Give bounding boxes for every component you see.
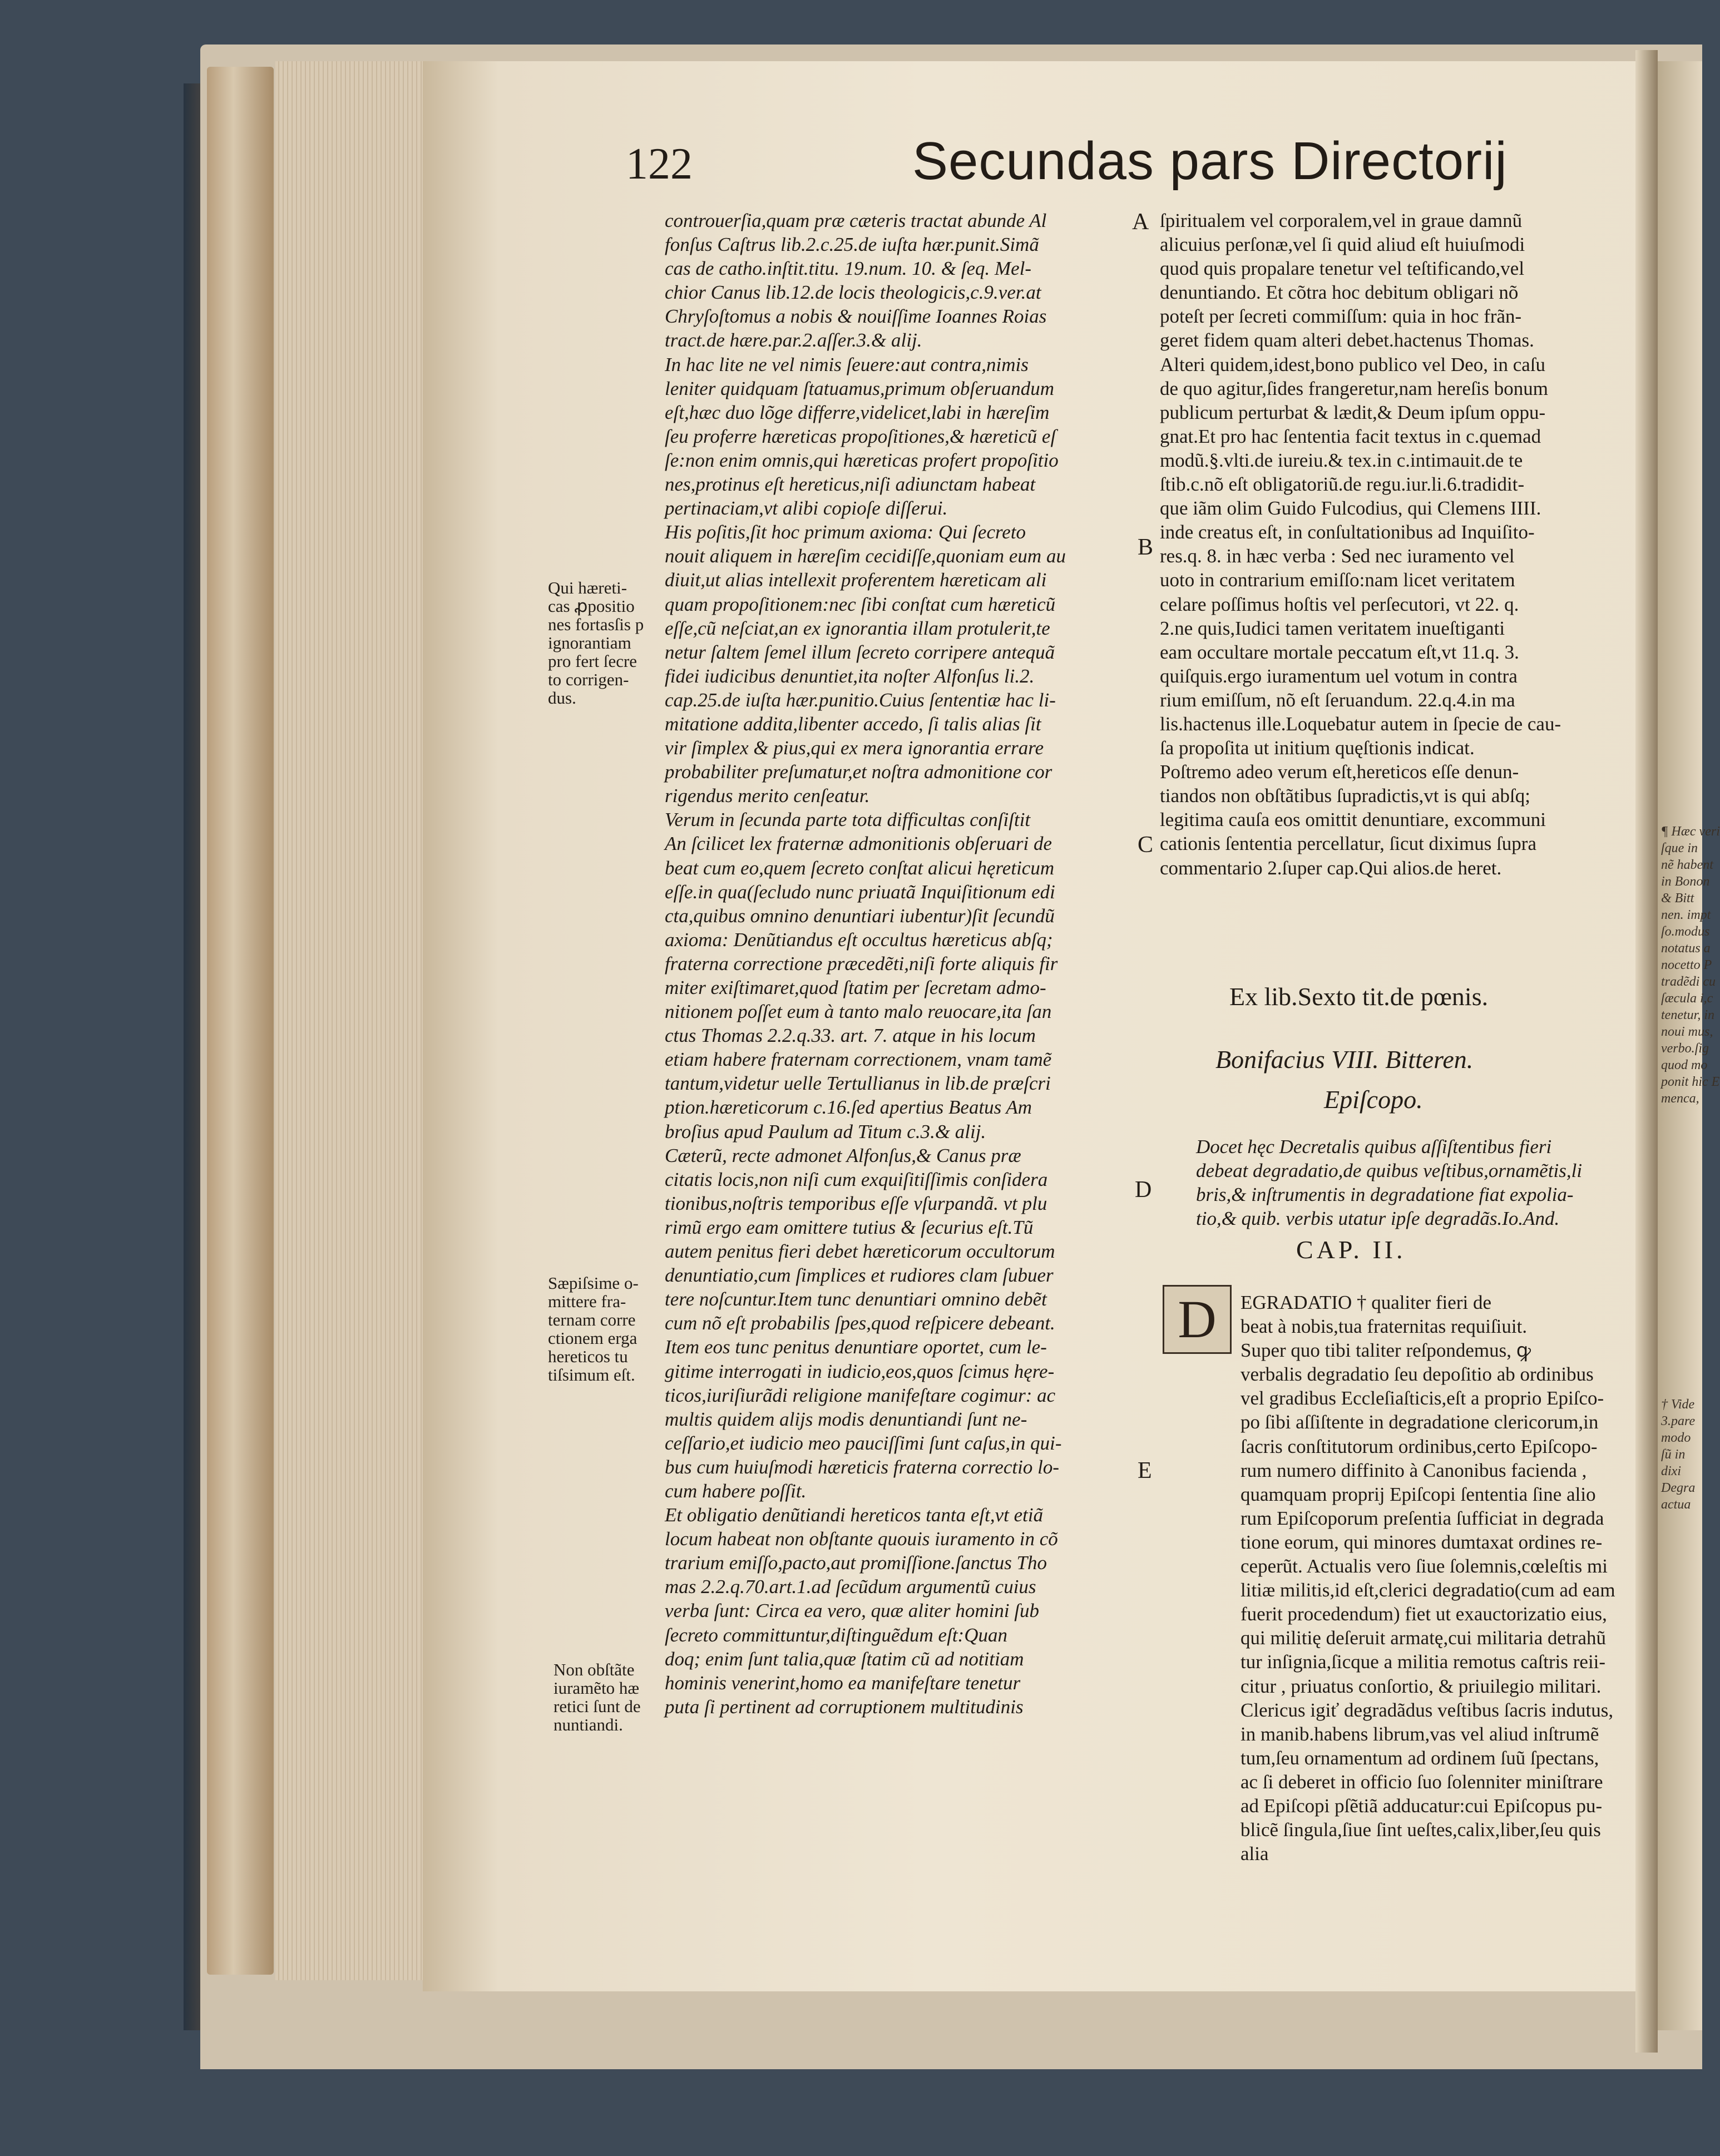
text-line: cum nõ eſt probabilis ſpes,quod reſpicere debeant. — [665, 1312, 1055, 1334]
text-line: Verum in ſecunda parte tota difficultas conſiſtit — [665, 809, 1031, 831]
text-line: gnat.Et pro hac ſententia facit textus in c.quemad — [1160, 425, 1541, 447]
text-line: que iãm olim Guido Fulcodius, qui Clemens IIII. — [1160, 497, 1541, 520]
text-line: tionibus,noſtris temporibus eſſe vſurpandã. vt plu — [665, 1192, 1047, 1214]
text-line: quam propoſitionem:nec ſibi conſtat cum hæreticũ — [665, 593, 1056, 615]
right-page-strip — [1658, 61, 1720, 2030]
text-line: netur ſaltem ſemel illum ſecreto corripere antequã — [665, 641, 1055, 663]
book-spine — [207, 67, 274, 1975]
page-edges — [275, 61, 426, 1980]
text-line: pertinaciam,vt alibi copioſe diſſerui. — [665, 497, 948, 520]
margin-note-3: Non obſtãte iuramẽto hæ retici ſunt de nuntiandi. — [553, 1660, 641, 1734]
chapter-line: tur inſignia,ſicque a militia remotus caſtris reii- — [1240, 1651, 1606, 1673]
chapter-line: citur , priuatus conſortio, & priuilegio militari. — [1240, 1675, 1602, 1697]
right-text-column — [1160, 209, 1627, 880]
text-line: fraterna correctione præcedẽti,niſi forte aliquis fir — [665, 952, 1058, 975]
text-line: cas de catho.inſtit.titu. 19.num. 10. & ſeq. Mel- — [665, 258, 1032, 280]
text-line: An ſcilicet lex fraternæ admonitionis obſeruari de — [665, 833, 1052, 855]
text-line: eſſe,cũ neſciat,an ex ignorantia illam protulerit,te — [665, 617, 1050, 639]
text-line: axioma: Denũtiandus eſt occultus hæreticus abſq; — [665, 928, 1053, 951]
text-line: modũ.§.vlti.de iureiu.& tex.in c.intimauit.de te — [1160, 449, 1523, 471]
chapter-line: rum Epiſcoporum preſentia ſufficiat in degrada — [1240, 1507, 1604, 1529]
chapter-line: verbalis degradatio ſeu depoſitio ab ordinibus — [1240, 1363, 1594, 1386]
text-line: ctus Thomas 2.2.q.33. art. 7. atque in his locum — [665, 1025, 1036, 1047]
chapter-line: EGRADATIO † qualiter fieri de — [1240, 1292, 1491, 1313]
chapter-line: tione eorum, qui minores dumtaxat ordines re- — [1240, 1531, 1603, 1553]
text-line: beat cum eo,quem ſecreto conſtat alicui hęreticum — [665, 857, 1055, 879]
margin-note-2: Sæpiſsime o- mittere fra- ternam corre ctionem erga hereticos tu tiſsimum eſt. — [548, 1273, 639, 1384]
edge-fragment: tradẽdi cu — [1661, 975, 1716, 989]
edge-fragment: tenetur, in — [1661, 1008, 1714, 1022]
chapter-line: quamquam proprij Epiſcopi ſententia ſine alio — [1240, 1483, 1596, 1505]
edge-fragment: ſque in — [1661, 841, 1698, 856]
text-line: probabiliter preſumatur,et noſtra admonitione cor — [665, 761, 1052, 783]
right-column-top — [1160, 209, 1627, 880]
text-line: Et obligatio denũtiandi hereticos tanta eſt,vt etiã — [665, 1504, 1044, 1526]
chapter-text — [1240, 1290, 1615, 1866]
text-line: trarium emiſſo,pacto,aut promiſſione.ſanctus Tho — [665, 1552, 1047, 1574]
text-line: ticos,iuriſiurãdi religione manifeſtare cogimur: ac — [665, 1384, 1056, 1406]
text-line: cum habere poſſit. — [665, 1480, 807, 1502]
chapter-line: ad Epiſcopi pſẽtiã adducatur:cui Epiſcopus pu- — [1240, 1794, 1603, 1817]
text-line: gitime interrogati in iudicio,eos,quos ſcimus hęre- — [665, 1360, 1055, 1382]
text-line: cap.25.de iuſta hær.punitio.Cuius ſententiæ hac li- — [665, 689, 1056, 711]
chapter-line: blicẽ ſingula,ſiue ſint ueſtes,calix,liber,ſeu quis — [1240, 1819, 1601, 1841]
decorated-initial: D — [1163, 1285, 1232, 1354]
text-line: tiandos non obſtãtibus ſupradictis,vt is qui abſq; — [1160, 785, 1530, 807]
text-line: fonſus Caſtrus lib.2.c.25.de iuſta hær.punit.Simã — [665, 234, 1039, 256]
chapter-line: Clericus igiť degradãdus veſtibus ſacris indutus, — [1240, 1699, 1614, 1721]
edge-fragment: modo — [1661, 1431, 1691, 1445]
chapter-line: tum,ſeu ornamentum ad ordinem ſuũ ſpectans, — [1240, 1747, 1599, 1769]
gutter — [1635, 50, 1658, 2053]
text-line: Chryſoſtomus a nobis & nouiſſime Ioannes Roias — [665, 305, 1047, 328]
text-line: cationis ſententia percellatur, ſicut diximus ſupra — [1160, 833, 1536, 855]
text-line: broſius apud Paulum ad Titum c.3.& alij. — [665, 1120, 986, 1143]
text-line: rium emiſſum, nõ eſt ſeruandum. 22.q.4.in ma — [1160, 689, 1515, 711]
text-line: quod quis propalare tenetur vel teſtificando,vel — [1160, 258, 1525, 280]
text-line: 2.ne quis,Iudici tamen veritatem inueſtiganti — [1160, 617, 1505, 639]
decretal-summary — [1196, 1135, 1582, 1230]
text-line: locum habeat non obſtante quouis iuramento in cõ — [665, 1528, 1058, 1550]
edge-fragment: ¶ Hæc veri — [1661, 824, 1720, 839]
text-line: mas 2.2.q.70.art.1.ad ſecũdum argumentũ cuius — [665, 1576, 1036, 1598]
text-line: bus cum huiuſmodi hæreticis fraterna correctio lo- — [665, 1456, 1060, 1478]
edge-fragment: ponit hic E — [1661, 1075, 1720, 1089]
edge-fragment: ſo.modus — [1661, 924, 1710, 939]
text-line: autem penitus fieri debet hæreticorum occultorum — [665, 1240, 1055, 1263]
text-line: ſeu proferre hæreticas propoſitiones,& hæreticũ eſ — [665, 425, 1056, 447]
text-line: eſt,hæc duo lõge differre,videlicet,labi in hæreſim — [665, 401, 1050, 423]
edge-fragment: actua — [1661, 1497, 1691, 1512]
edge-fragment: verbo.ſig — [1661, 1041, 1709, 1056]
margin-letter-d: D — [1135, 1177, 1152, 1203]
chapter-line: litiæ militis,id eſt,clerici degradatio(cum ad eam — [1240, 1579, 1615, 1601]
chapter-line: ac ſi deberet in officio ſuo ſolenniter miniſtrare — [1240, 1771, 1603, 1793]
text-line: leniter quidquam ſtatuamus,primum obſeruandum — [665, 377, 1054, 399]
text-line: ſpiritualem vel corporalem,vel in graue damnũ — [1160, 210, 1523, 231]
chapter-line: qui militię deſeruit armatę,cui militaria detrahũ — [1240, 1627, 1606, 1649]
text-line: eam occultare mortale peccatum eſt,vt 11.q. 3. — [1160, 641, 1519, 663]
text-line: nouit aliquem in hæreſim cecidiſſe,quoniam eum au — [665, 545, 1066, 567]
summary-line: Docet hęc Decretalis quibus aſſiſtentibus fieri — [1196, 1136, 1552, 1158]
text-line: Cæterũ, recte admonet Alfonſus,& Canus præ — [665, 1144, 1021, 1166]
text-line: inde creatus eſt, in conſultationibus ad Inquiſito- — [1160, 521, 1535, 543]
text-line: rimũ ergo eam omittere tutius & ſecurius eſt.Tũ — [665, 1216, 1034, 1238]
edge-fragment: Degra — [1661, 1481, 1696, 1495]
chapter-line: beat à nobis,tua fraternitas requiſiuit. — [1240, 1316, 1528, 1338]
chapter-line: vel gradibus Eccleſiaſticis,eſt a proprio Epiſco- — [1240, 1387, 1604, 1410]
summary-line: tio,& quib. verbis utatur ipſe degradãs.Io.And. — [1196, 1208, 1560, 1230]
text-line: diuit,ut alias intellexit proferentem hæreticam ali — [665, 569, 1047, 591]
edge-fragment: 3.pare — [1661, 1414, 1696, 1428]
text-line: chior Canus lib.12.de locis theologicis,c.9.ver.at — [665, 281, 1041, 304]
text-line: ſtib.c.nõ eſt obligatoriũ.de regu.iur.li.6.tradidit- — [1160, 473, 1525, 496]
text-line: mitatione addita,libenter accedo, ſi talis alias ſit — [665, 713, 1041, 735]
author-line-1: Bonifacius VIII. Bitteren. — [1215, 1045, 1474, 1074]
text-line: nitionem poſſet eum à tanto malo reuocare,ita ſan — [665, 1001, 1052, 1023]
text-line: Poſtremo adeo verum eſt,hereticos eſſe denun- — [1160, 761, 1519, 783]
text-line: citatis locis,non niſi cum exquiſitiſſimis conſidera — [665, 1168, 1048, 1190]
text-line: cta,quibus omnino denuntiari iubentur)ſit ſecundũ — [665, 904, 1055, 927]
text-line: ſecreto committuntur,diſtinguẽdum eſt:Quan — [665, 1624, 1007, 1646]
edge-fragment: ſæcula i,c — [1661, 991, 1713, 1006]
text-line: fidei iudicibus denuntiet,ita noſter Alfonſus li.2. — [665, 665, 1035, 687]
text-line: uoto in contrarium emiſſo:nam licet veritatem — [1160, 569, 1515, 591]
margin-letter-b: B — [1138, 535, 1154, 560]
edge-fragment: quod mo — [1661, 1058, 1708, 1072]
text-line: de quo agitur,ſides frangeretur,nam hereſis bonum — [1160, 377, 1548, 399]
text-line: doq; enim ſunt talia,quæ ſtatim cũ ad notitiam — [665, 1648, 1024, 1670]
text-line: tract.de hære.par.2.aſſer.3.& alij. — [665, 329, 922, 352]
text-line: controuerſia,quam præ cæteris tractat abunde Al — [665, 210, 1047, 231]
chapter-line: alia — [1240, 1843, 1269, 1865]
text-line: His poſitis,ſit hoc primum axioma: Qui ſecreto — [665, 521, 1026, 543]
subsection-title: Ex lib.Sexto tit.de pœnis. — [1229, 982, 1489, 1011]
page-number: 122 — [626, 140, 693, 189]
chapter-line: rum numero diffinito à Canonibus facienda , — [1240, 1459, 1587, 1481]
edge-fragment: nocetto P — [1661, 958, 1712, 972]
text-line: ſe:non enim omnis,qui hæreticas profert propoſitio — [665, 449, 1059, 471]
running-head: Secundas pars Directorij — [912, 131, 1508, 191]
edge-fragment: notatus a — [1661, 941, 1711, 956]
edge-fragment: in Bonon — [1661, 874, 1710, 889]
text-line: ceſſario,et iudicio meo pauciſſimi ſunt caſus,in qui- — [665, 1432, 1062, 1454]
text-line: In hac lite ne vel nimis ſeuere:aut contra,nimis — [665, 353, 1029, 375]
chapter-heading: CAP. II. — [1296, 1235, 1406, 1264]
text-line: hominis venerint,homo ea manifeſtare tenetur — [665, 1672, 1021, 1694]
text-line: denuntiando. Et cõtra hoc debitum obligari nõ — [1160, 281, 1519, 304]
chapter-line: ſacris conſtitutorum ordinibus,certo Epiſcopo- — [1240, 1435, 1598, 1457]
text-line: tere noſcuntur.Item tunc denuntiari omnino debẽt — [665, 1288, 1047, 1311]
edge-fragment: & Bitt — [1661, 891, 1694, 906]
edge-fragment: ſũ in — [1661, 1447, 1686, 1462]
edge-fragment: † Vide — [1661, 1397, 1695, 1412]
text-line: etiam habere fraternam correctionem, vnam tamẽ — [665, 1049, 1052, 1071]
text-line: poteſt per ſecreti commiſſum: quia in hoc frãn- — [1160, 305, 1522, 328]
margin-note-1: Qui hæreti- cas ꝓpositio nes fortasſis p ignorantiam pro fert ſecre to corrigen- dus. — [548, 578, 644, 708]
edge-fragment: nen. impt — [1661, 908, 1711, 922]
text-line: puta ſi pertinent ad corruptionem multitudinis — [665, 1695, 1024, 1718]
text-line: geret fidem quam alteri debet.hactenus Thomas. — [1160, 329, 1534, 352]
text-line: lis.hactenus ille.Loquebatur autem in ſpecie de cau- — [1160, 713, 1561, 735]
chapter-line: fuerit procedendum) fiet ut exauctorizatio eius, — [1240, 1603, 1607, 1625]
text-line: Item eos tunc penitus denuntiare oportet, cum le- — [665, 1336, 1047, 1358]
text-line: quiſquis.ergo iuramentum uel votum in contra — [1160, 665, 1518, 687]
margin-letter-c: C — [1138, 832, 1154, 858]
text-line: multis quidem alijs modis denuntiandi ſunt ne- — [665, 1408, 1027, 1430]
chapter-line: in manib.habens librum,vas vel aliud inſtrumẽ — [1240, 1723, 1599, 1745]
text-line: alicuius perſonæ,vel ſi quid aliud eſt huiuſmodi — [1160, 234, 1525, 256]
edge-fragment: nẽ habent — [1661, 858, 1713, 872]
text-line: eſſe.in qua(ſecludo nunc priuatã Inquiſitionum edi — [665, 881, 1055, 903]
margin-letter-a: A — [1132, 209, 1149, 235]
chapter-line: ceperũt. Actualis vero ſiue ſolemnis,cœleſtis mi — [1240, 1555, 1608, 1578]
text-line: legitima cauſa eos omittit denuntiare, excommuni — [1160, 809, 1546, 831]
chapter-line: Super quo tibi taliter reſpondemus, ꝙ — [1240, 1339, 1531, 1362]
text-line: verba ſunt: Circa ea vero, quæ aliter homini ſub — [665, 1600, 1040, 1622]
left-text-column — [665, 209, 1138, 1719]
edge-fragment: menca, — [1661, 1091, 1699, 1106]
text-line: tantum,videtur uelle Tertullianus in lib.de præſcri — [665, 1072, 1051, 1095]
text-line: commentario 2.ſuper cap.Qui alios.de heret. — [1160, 857, 1502, 879]
text-line: rigendus merito cenſeatur. — [665, 785, 870, 807]
text-line: denuntiatio,cum ſimplices et rudiores clam ſubuer — [665, 1264, 1054, 1287]
text-line: celare poſſimus hoſtis vel perſecutori, vt 22. q. — [1160, 593, 1519, 615]
text-line: publicum perturbat & lædit,& Deum ipſum oppu- — [1160, 401, 1546, 423]
summary-line: debeat degradatio,de quibus veſtibus,ornamẽtis,li — [1196, 1160, 1583, 1182]
text-line: Alteri quidem,idest,bono publico vel Deo, in caſu — [1160, 353, 1546, 375]
text-line: miter exiſtimaret,quod ſtatim per ſecretam admo- — [665, 977, 1046, 998]
summary-line: bris,& inſtrumentis in degradatione fiat expolia- — [1196, 1184, 1574, 1206]
edge-fragment: dixi — [1661, 1464, 1681, 1478]
text-line: res.q. 8. in hæc verba : Sed nec iuramento vel — [1160, 545, 1515, 567]
text-line: ption.hæreticorum c.16.ſed apertius Beatus Am — [665, 1096, 1032, 1119]
text-line: nes,protinus eſt hereticus,niſi adiunctam habeat — [665, 473, 1036, 496]
text-line: ſa propoſita ut initium quęſtionis indicat. — [1160, 737, 1475, 759]
edge-fragment: noui mus, — [1661, 1025, 1713, 1039]
chapter-line: po ſibi aſſiſtente in degradatione clericorum,in — [1240, 1411, 1599, 1433]
author-line-2: Epiſcopo. — [1324, 1085, 1423, 1114]
margin-letter-e: E — [1138, 1458, 1152, 1484]
text-line: vir ſimplex & pius,qui ex mera ignorantia errare — [665, 737, 1044, 759]
